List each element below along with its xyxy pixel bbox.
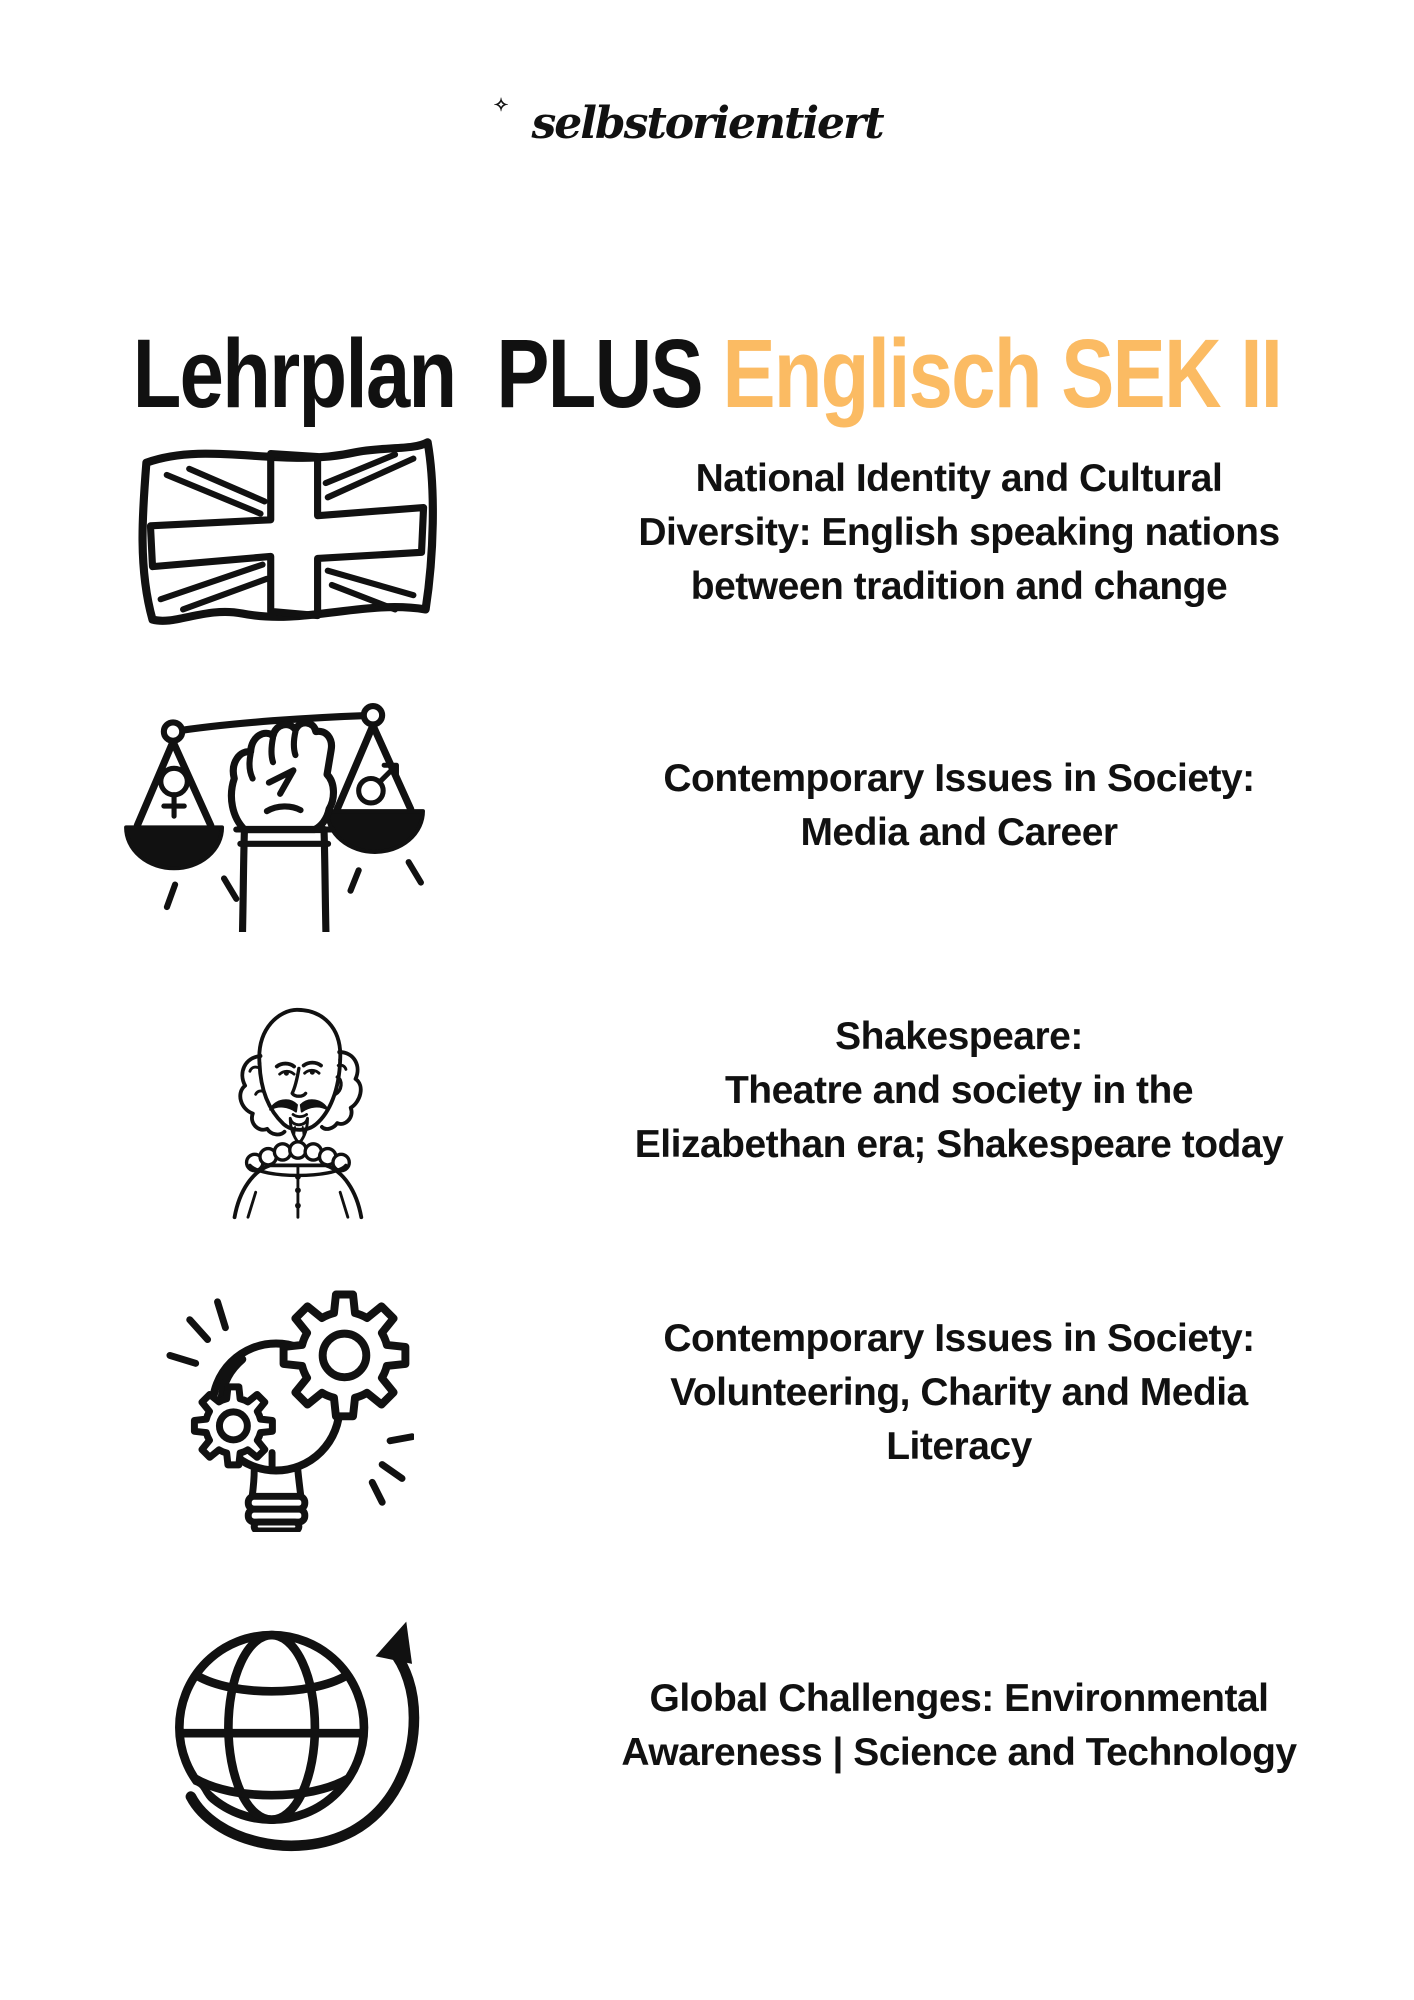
- topic-text-line: Contemporary Issues in Society:: [663, 757, 1255, 800]
- page-title: [127, 318, 1286, 428]
- topic-text-line: Media and Career: [800, 811, 1118, 854]
- topic-text-shakespeare: [545, 1010, 1373, 1172]
- title-accent-part: Englisch SEK II: [722, 318, 1282, 428]
- topic-text-line: between tradition and change: [690, 565, 1228, 608]
- topic-text-national-identity: [545, 452, 1373, 614]
- topic-text-line: Theatre and society in the: [724, 1069, 1194, 1112]
- logo-selbstorientiert: [0, 95, 1414, 149]
- topic-text-line: National Identity and Cultural: [695, 457, 1223, 500]
- topic-text-line: Diversity: English speaking nations: [638, 511, 1280, 554]
- globe-arrow-icon: [144, 1612, 432, 1862]
- sparkle-icon: ✧: [493, 95, 509, 116]
- topic-text-line: Global Challenges: Environmental: [649, 1677, 1269, 1720]
- topic-text-media-career: [545, 752, 1373, 860]
- gender-equality-scales-icon: [120, 676, 426, 932]
- topic-text-line: Volunteering, Charity and Media: [670, 1371, 1248, 1414]
- topic-text-volunteering: [545, 1312, 1373, 1474]
- shakespeare-portrait-icon: [200, 984, 392, 1220]
- topic-text-line: Contemporary Issues in Society:: [663, 1317, 1255, 1360]
- topic-text-line: Awareness | Science and Technology: [621, 1731, 1297, 1774]
- logo-text: selbstorientiert: [531, 98, 883, 149]
- lightbulb-gears-icon: [146, 1284, 414, 1532]
- topic-text-line: Shakespeare:: [835, 1015, 1083, 1058]
- title-black-part: Lehrplan PLUS: [132, 318, 723, 428]
- topic-text-global-challenges: [545, 1672, 1373, 1780]
- topic-text-line: Elizabethan era; Shakespeare today: [634, 1123, 1284, 1166]
- union-jack-flag-icon: [112, 426, 460, 640]
- topic-text-line: Literacy: [886, 1425, 1032, 1468]
